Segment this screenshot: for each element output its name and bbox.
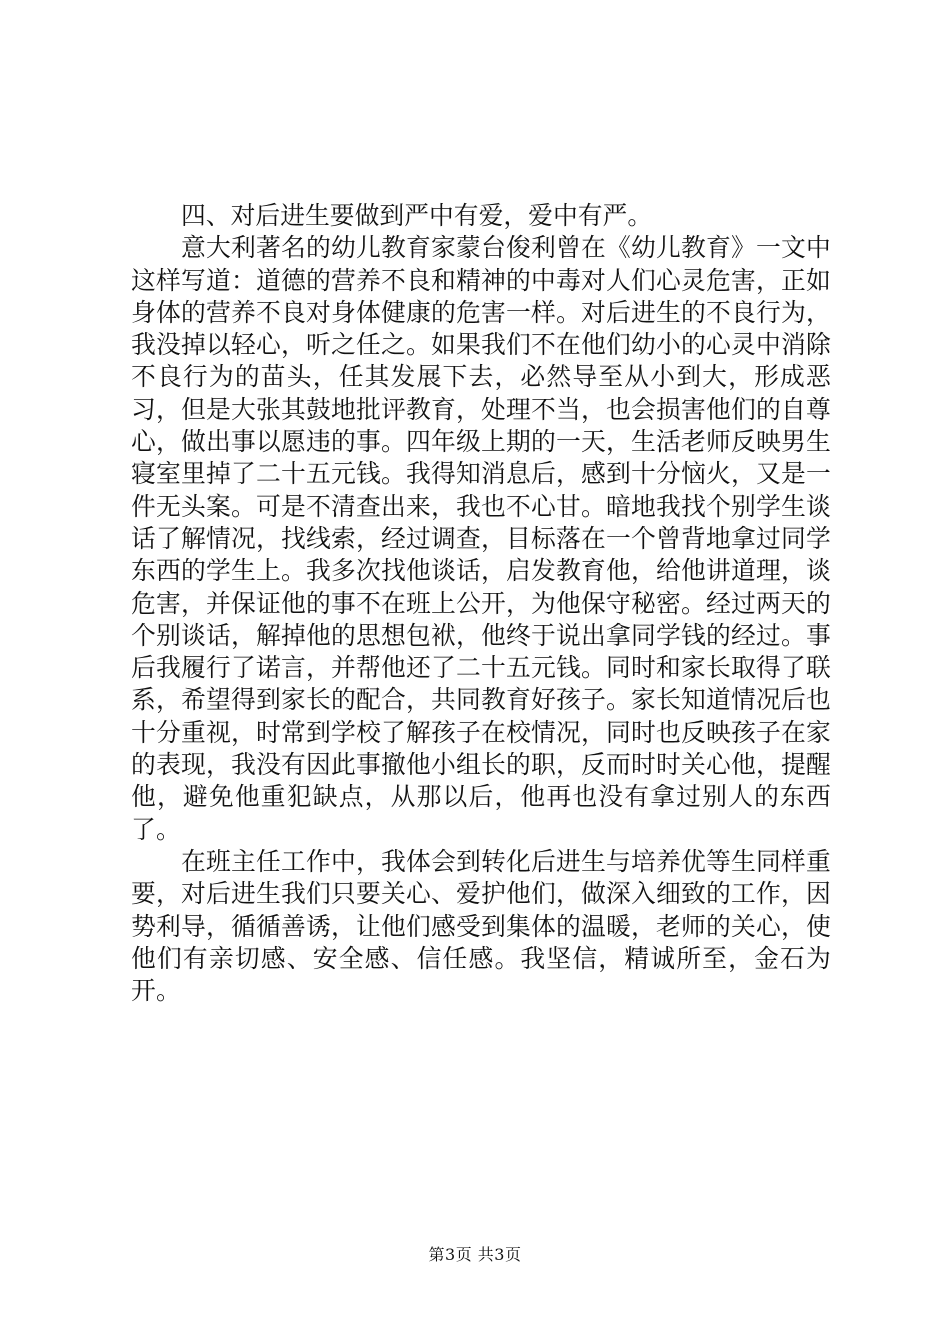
paragraph-story: 意大利著名的幼儿教育家蒙台俊利曾在《幼儿教育》一文中这样写道：道德的营养不良和精神的中毒对人们心灵危害，正如身体的营养不良对身体健康的危害一样。对后进生的不良行为，我没掉以轻心，听之任之。如果我们不在他们幼小的心灵中消除不良行为的苗头，任其发展下去，必然导至从小到大，形成恶习，但是大张其鼓地批评教育，处理不当，也会损害他们的自尊心，做出事以愿违的事。四年级上期的一天，生活老师反映男生寝室里掉了二十五元钱。我得知消息后，感到十分恼火，又是一件无头案。可是不清查出来，我也不心甘。暗地我找个别学生谈话了解情况，找线索，经过调查，目标落在一个曾背地拿过同学东西的学生上。我多次找他谈话，启发教育他，给他讲道理，谈危害，并保证他的事不在班上公开，为他保守秘密。经过两天的个别谈话，解掉他的思想包袱，他终于说出拿同学钱的经过。事后我履行了诺言，并帮他还了二十五元钱。同时和家长取得了联系，希望得到家长的配合，共同教育好孩子。家长知道情况后也十分重视，时常到学校了解孩子在校情况，同时也反映孩子在家的表现，我没有因此事撤他小组长的职，反而时时关心他，提醒他，避免他重犯缺点，从那以后，他再也没有拿过别人的东西了。 xyxy=(131,233,831,844)
paragraph-conclusion: 在班主任工作中，我体会到转化后进生与培养优等生同样重要，对后进生我们只要关心、爱护他们，做深入细致的工作，因势利导，循循善诱，让他们感受到集体的温暖，老师的关心，使他们有亲切感、安全感、信任感。我坚信，精诚所至，金石为开。 xyxy=(131,846,831,1006)
page-number-footer: 第3页 共3页 xyxy=(428,1245,522,1264)
document-body xyxy=(131,200,831,1007)
section-heading: 四、对后进生要做到严中有爱，爱中有严。 xyxy=(181,201,653,230)
